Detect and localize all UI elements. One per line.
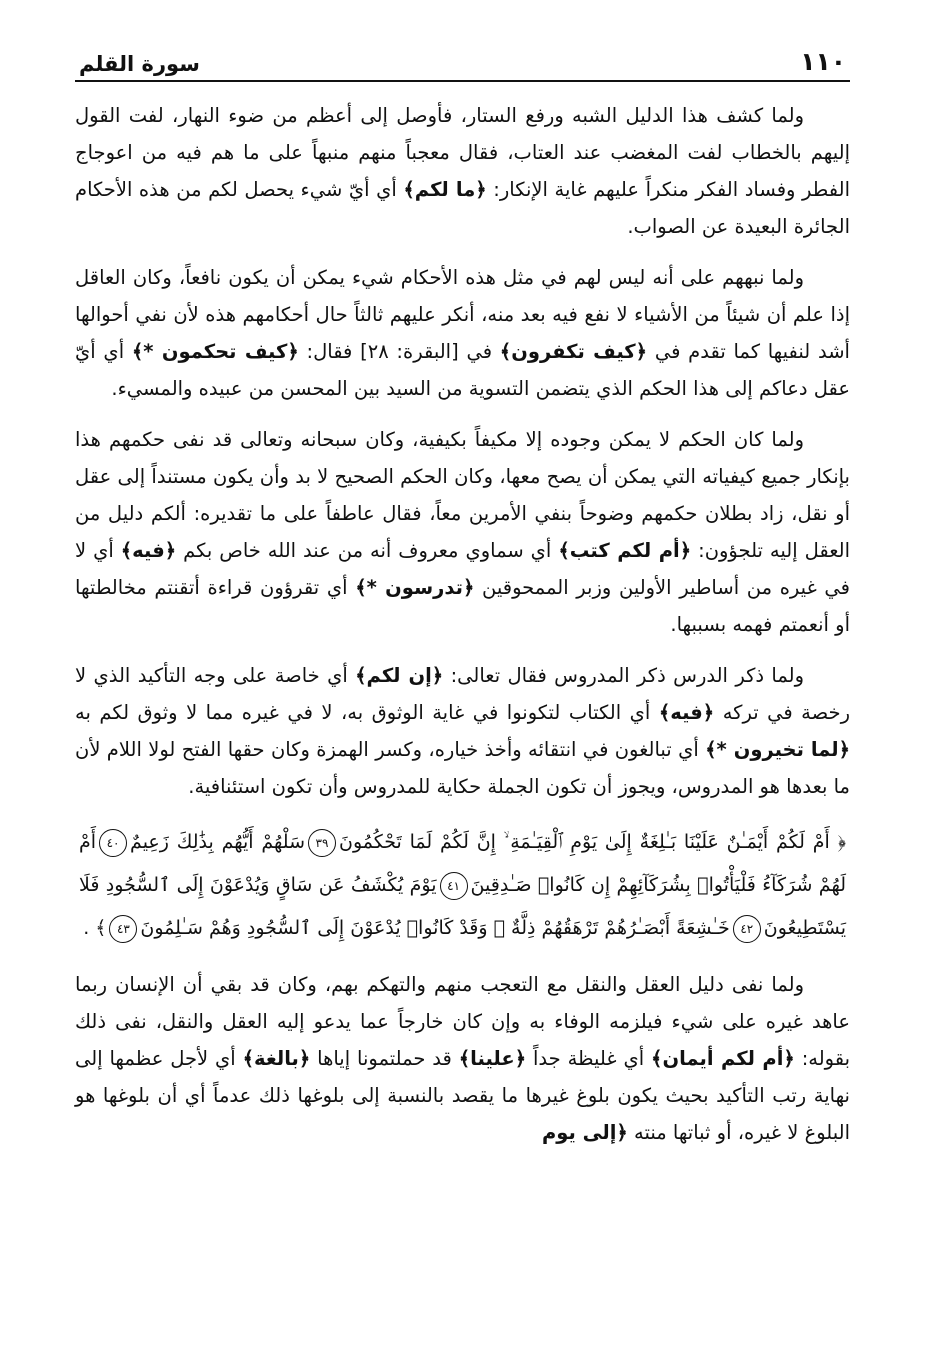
text-run: ولما كان الحكم لا يمكن وجوده إلا مكيفاً بكيفية، وكان سبحانه وتعالى قد نفى حكمهم هذا بإنكار جميع كيفياته التي يمكن أن يصح معها، وكان الحكم الصحيح لا بد وأن يكون مستنداً إلى عقل أو نقل، زاد بطلان حكمهم وضوحاً بنفي الأمرين معاً، فقال عاطفاً على ما تقديره: ألكم دليل من العقل إليه تلجؤون:: [75, 428, 850, 562]
quran-quote: ﴿ما لكم﴾: [403, 178, 487, 201]
verse-43: خَـٰشِعَةً أَبْصَـٰرُهُمْ تَرْهَقُهُمْ ذِلَّةٌ ۖ وَقَدْ كَانُوا۟ يُدْعَوْنَ إِلَى ٱلسُّجُودِ وَهُمْ سَـٰلِمُونَ: [140, 917, 730, 939]
quran-quote: ﴿فيه﴾: [120, 539, 177, 562]
text-run: أي لأجل عظمها إلى نهاية رتب التأكيد بحيث يكون بلوغ غيرها ما يقصد بالنسبة إلى بلوغها ذلك عدماً أي أن بلوغها هو البلوغ لا غيره، أو ثباتها منته: [75, 1047, 850, 1144]
surah-title: سورة القلم: [79, 52, 200, 76]
quran-quote: ﴿فيه﴾: [658, 701, 715, 724]
text-run: أي لا في غيره من أساطير الأولين وزبر الممحوقين: [75, 539, 850, 599]
paragraph-1: [75, 97, 850, 245]
text-run: أي تبالغون في انتقائه وأخذ خياره، وكسر الهمزة وكان حقها الفتح لولا اللام لأن ما بعدها هو المدروس، ويجوز أن تكون الجملة حكاية للمدروس وأن تكون استئنافية.: [75, 738, 850, 798]
verse-39: أَمْ لَكُمْ أَيْمَـٰنٌ عَلَيْنَا بَـٰلِغَةٌ إِلَىٰ يَوْمِ ٱلْقِيَـٰمَةِ ۙ إِنَّ لَكُمْ لَمَا تَحْكُمُونَ: [339, 831, 830, 853]
text-run: ولما نفى دليل العقل والنقل مع التعجب منهم والتهكم بهم، وكان قد بقي أن الإنسان ربما عاهد غيره على شيء فيلزمه الوفاء به وإن كان خارجاً عما يدعو إليه العقل والنقل، نفى ذلك بقوله:: [75, 973, 851, 1070]
paragraph-2: [75, 259, 850, 407]
ayah-number-marker: ٣٩: [308, 829, 336, 857]
text-run: أي خاصة على وجه التأكيد الذي لا رخصة في تركه: [75, 664, 851, 724]
text-run: ولما كشف هذا الدليل الشبه ورفع الستار، فأوصل إلى أعظم من ضوء النهار، لفت القول إليهم بالخطاب لفت المغضب عند العتاب، فقال معجباً منهم منبهاً على ما هم فيه من اعوجاج الفطر وفساد الفكر منكراً عليهم غاية الإنكار:: [75, 104, 850, 201]
page-header: [75, 48, 850, 82]
quran-quote: ﴿تدرسون *﴾: [355, 576, 475, 599]
text-run: قد حملتمونا إياها: [310, 1047, 459, 1070]
page-number: ١١٠: [800, 47, 846, 76]
text-run: في [البقرة: ٢٨] فقال:: [298, 340, 500, 363]
quran-quote: ﴿أم لكم أيمان﴾: [651, 1047, 795, 1070]
paragraph-3: [75, 421, 850, 643]
verse-close-bracket: ﴾ .: [83, 917, 107, 939]
text-run: ولما نبههم على أنه ليس لهم في مثل هذه الأحكام شيء يمكن أن يكون نافعاً، وكان العاقل إذا علم أن شيئاً من الأشياء لا نفع فيه بعد منه، أنكر عليهم ثالثاً حال أحكامهم هذه لأن نفي أحوالها أشد لنفيها كما تقدم في: [75, 266, 850, 363]
quran-quote: ﴿علينا﴾: [458, 1047, 527, 1070]
text-run: أي سماوي معروف أنه من عند الله خاص بكم: [176, 539, 559, 562]
ayah-number-marker: ٤٢: [733, 915, 761, 943]
ayah-number-marker: ٤٣: [109, 915, 137, 943]
text-run: أي أيّ شيء يحصل لكم من هذه الأحكام الجائرة البعيدة عن الصواب.: [75, 178, 850, 238]
verse-open-bracket: ﴿: [837, 831, 847, 853]
quran-quote: ﴿لما تخيرون *﴾: [705, 738, 851, 761]
paragraph-5: [75, 966, 850, 1151]
quran-quote: ﴿كيف تحكمون *﴾: [131, 340, 299, 363]
verse-41: أَمْ لَهُمْ شُرَكَآءُ فَلْيَأْتُوا۟ بِشُرَكَآئِهِمْ إِن كَانُوا۟ صَـٰدِقِينَ: [79, 831, 846, 896]
text-run: أي أيّ عقل دعاكم إلى هذا الحكم الذي يتضمن التسوية من السيد بين المحسن من عبيده والمسيء.: [75, 340, 850, 400]
quran-quote: ﴿إلى يوم: [542, 1121, 628, 1144]
quran-quote: ﴿كيف تكفرون﴾: [499, 340, 648, 363]
quran-quote: ﴿أم لكم كتب﴾: [558, 539, 692, 562]
ayah-number-marker: ٤١: [440, 872, 468, 900]
text-run: أي تقرؤون قراءة أتقنتم مخالطتها أو أنعمتم فهمه بسببها.: [75, 576, 850, 636]
ayah-number-marker: ٤٠: [99, 829, 127, 857]
text-run: أي الكتاب لتكونوا في غاية الوثوق به، لا في غيره مما لا وثوق لكم به: [75, 701, 659, 724]
quran-quote: ﴿بالغة﴾: [242, 1047, 311, 1070]
text-run: أي غليظة جداً: [526, 1047, 652, 1070]
quran-verses-block: [75, 821, 850, 950]
quran-quote: ﴿إن لكم﴾: [355, 664, 444, 687]
verse-42: يَوْمَ يُكْشَفُ عَن سَاقٍ وَيُدْعَوْنَ إِلَى ٱلسُّجُودِ فَلَا يَسْتَطِيعُونَ: [79, 874, 846, 939]
verse-40: سَلْهُمْ أَيُّهُم بِذَٰلِكَ زَعِيمٌ: [130, 831, 305, 853]
paragraph-4: [75, 657, 850, 805]
text-run: ولما ذكر الدرس ذكر المدروس فقال تعالى:: [443, 664, 804, 687]
page-body: [75, 97, 850, 1151]
